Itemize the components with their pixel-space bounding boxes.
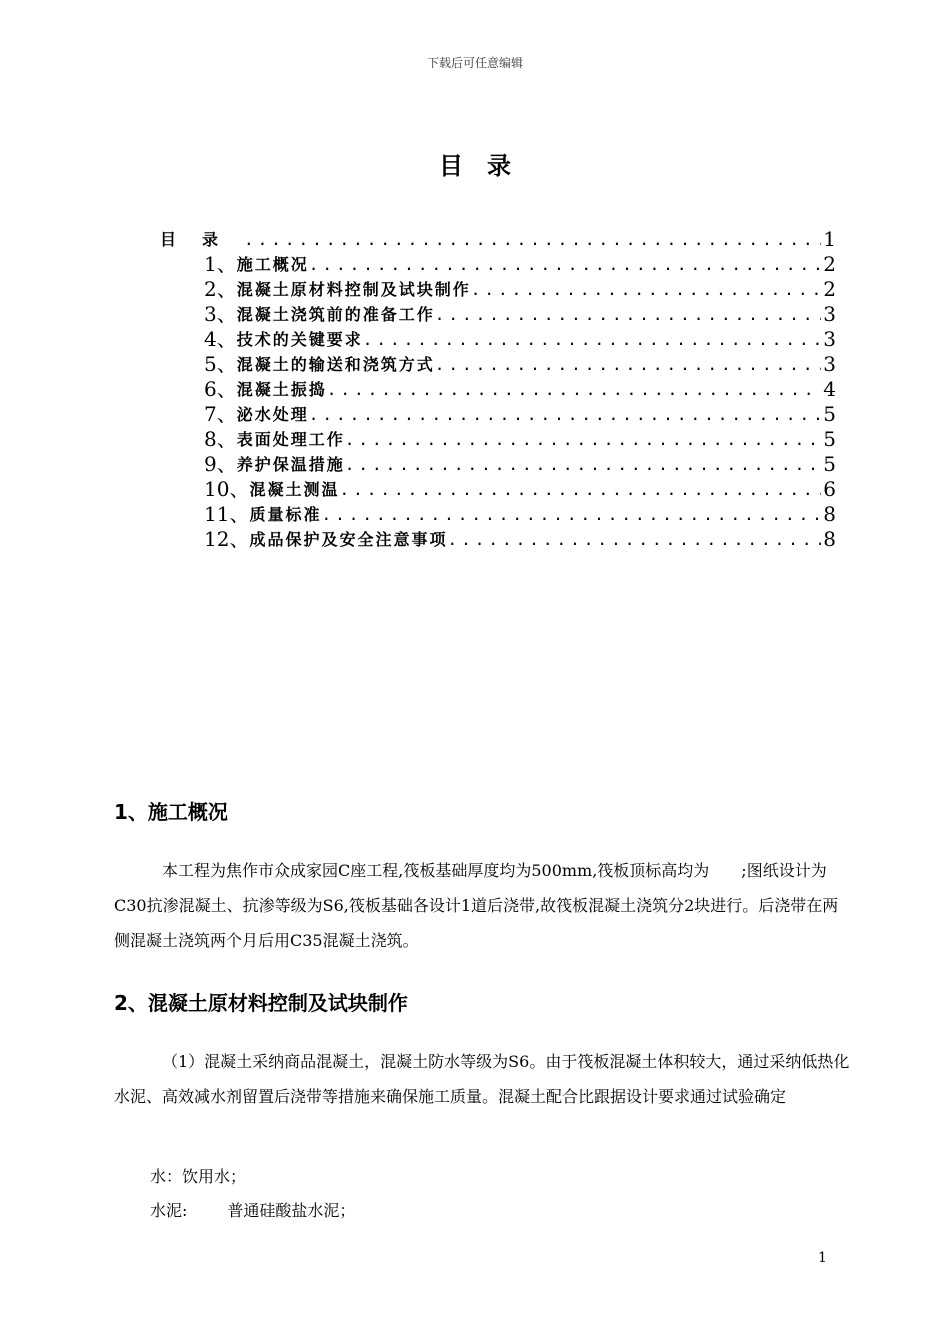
section-2-paragraph: （1）混凝土采纳商品混凝土，混凝土防水等级为S6。由于筏板混凝土体积较大，通过采纳低热化水泥、高效减水剂留置后浇带等措施来确保施工质量。混凝土配合比跟据设计要求通过试验确定 <box>114 1052 850 1106</box>
toc-entry[interactable] <box>160 452 836 477</box>
toc-entry-number: 10、 <box>204 477 250 501</box>
toc-entry-page: 6 <box>823 477 836 501</box>
toc-entry[interactable] <box>160 402 836 427</box>
section-1-body <box>114 853 854 958</box>
toc-leader-dots <box>345 427 822 452</box>
toc-title: 目 录 <box>439 152 511 180</box>
toc-entry-label: 混凝土浇筑前的准备工作 <box>236 305 435 324</box>
toc-entry-label: 技术的关键要求 <box>236 330 363 349</box>
material-cement <box>150 1193 355 1228</box>
toc-leader-dots <box>309 252 822 277</box>
toc-entry-page: 2 <box>823 277 836 301</box>
toc-entry-number: 3、 <box>204 302 237 326</box>
toc-main-page: 1 <box>823 227 836 251</box>
cement-label: 水泥: <box>150 1201 188 1220</box>
toc-entry-number: 6、 <box>204 377 237 401</box>
toc-leader-dots <box>339 477 821 502</box>
toc-entry[interactable] <box>160 377 836 402</box>
toc-entry[interactable] <box>160 252 836 277</box>
toc-entry-page: 8 <box>823 502 836 526</box>
section-2-body <box>114 1044 854 1114</box>
toc-leader-dots <box>447 527 821 552</box>
toc-entry-number: 2、 <box>204 277 237 301</box>
water-label: 水： <box>150 1167 183 1186</box>
toc-leader-dots <box>363 327 822 352</box>
toc-entry[interactable] <box>160 302 836 327</box>
toc-leader-dots <box>327 377 822 402</box>
toc-entry-page: 3 <box>823 302 836 326</box>
toc-leader-dots <box>471 277 822 302</box>
toc-entry[interactable] <box>160 527 836 552</box>
toc-entry-label: 成品保护及安全注意事项 <box>249 530 448 549</box>
page-number: 1 <box>818 1250 827 1266</box>
water-value: 饮用水； <box>182 1167 247 1186</box>
toc-leader-dots <box>345 452 822 477</box>
toc-entry-page: 8 <box>823 527 836 551</box>
toc-entry[interactable] <box>160 427 836 452</box>
toc-entry-number: 5、 <box>204 352 237 376</box>
toc-entry-label: 混凝土原材料控制及试块制作 <box>236 280 471 299</box>
toc-entry-label: 混凝土振捣 <box>236 380 327 399</box>
section-1-paragraph: 本工程为焦作市众成家园C座工程,筏板基础厚度均为500mm,筏板顶标高均为 ;图纸设计为C30抗渗混凝土、抗渗等级为S6,筏板基础各设计1道后浇带,故筏板混凝土浇筑分2块进行。后浇带在两侧混凝土浇筑两个月后用C35混凝土浇筑。 <box>114 861 839 950</box>
material-water <box>150 1159 246 1194</box>
cement-value: 普通硅酸盐水泥； <box>227 1201 356 1220</box>
toc-leader-dots <box>435 302 822 327</box>
toc-entry-page: 3 <box>823 352 836 376</box>
toc-entry-label: 泌水处理 <box>236 405 309 424</box>
section-1-title: 1、施工概况 <box>114 800 228 824</box>
toc-entry-label: 施工概况 <box>236 255 309 274</box>
toc-entry-label: 混凝土的输送和浇筑方式 <box>236 355 435 374</box>
toc-entry-page: 3 <box>823 327 836 351</box>
toc-entry-number: 12、 <box>204 527 250 551</box>
toc-leader-dots <box>309 402 822 427</box>
toc-entry-page: 5 <box>823 452 836 476</box>
toc-entry[interactable] <box>160 352 836 377</box>
toc-entry[interactable] <box>160 477 836 502</box>
toc-entry-number: 8、 <box>204 427 237 451</box>
toc-leader-dots <box>435 352 822 377</box>
toc-entry[interactable] <box>160 327 836 352</box>
toc-entry-page: 4 <box>823 377 836 401</box>
header-note: 下载后可任意编辑 <box>426 56 523 70</box>
toc-leader-dots <box>244 227 821 252</box>
toc-entry[interactable] <box>160 277 836 302</box>
toc-entry-number: 7、 <box>204 402 237 426</box>
toc-entry-label: 养护保温措施 <box>236 455 345 474</box>
toc-entry-label: 表面处理工作 <box>236 430 345 449</box>
toc-entry-page: 2 <box>823 252 836 276</box>
toc-entry[interactable] <box>160 502 836 527</box>
toc-entry-number: 11、 <box>204 502 250 526</box>
toc-entry-page: 5 <box>823 402 836 426</box>
toc-entry-number: 9、 <box>204 452 237 476</box>
table-of-contents <box>160 227 836 552</box>
toc-main-label: 目录 <box>160 230 245 249</box>
toc-main-entry[interactable] <box>160 227 836 252</box>
toc-entry-page: 5 <box>823 427 836 451</box>
toc-entry-label: 混凝土测温 <box>249 480 340 499</box>
toc-entry-number: 1、 <box>204 252 237 276</box>
toc-leader-dots <box>321 502 821 527</box>
section-2-title: 2、混凝土原材料控制及试块制作 <box>114 991 408 1015</box>
toc-entry-number: 4、 <box>204 327 237 351</box>
toc-entry-label: 质量标准 <box>249 505 322 524</box>
